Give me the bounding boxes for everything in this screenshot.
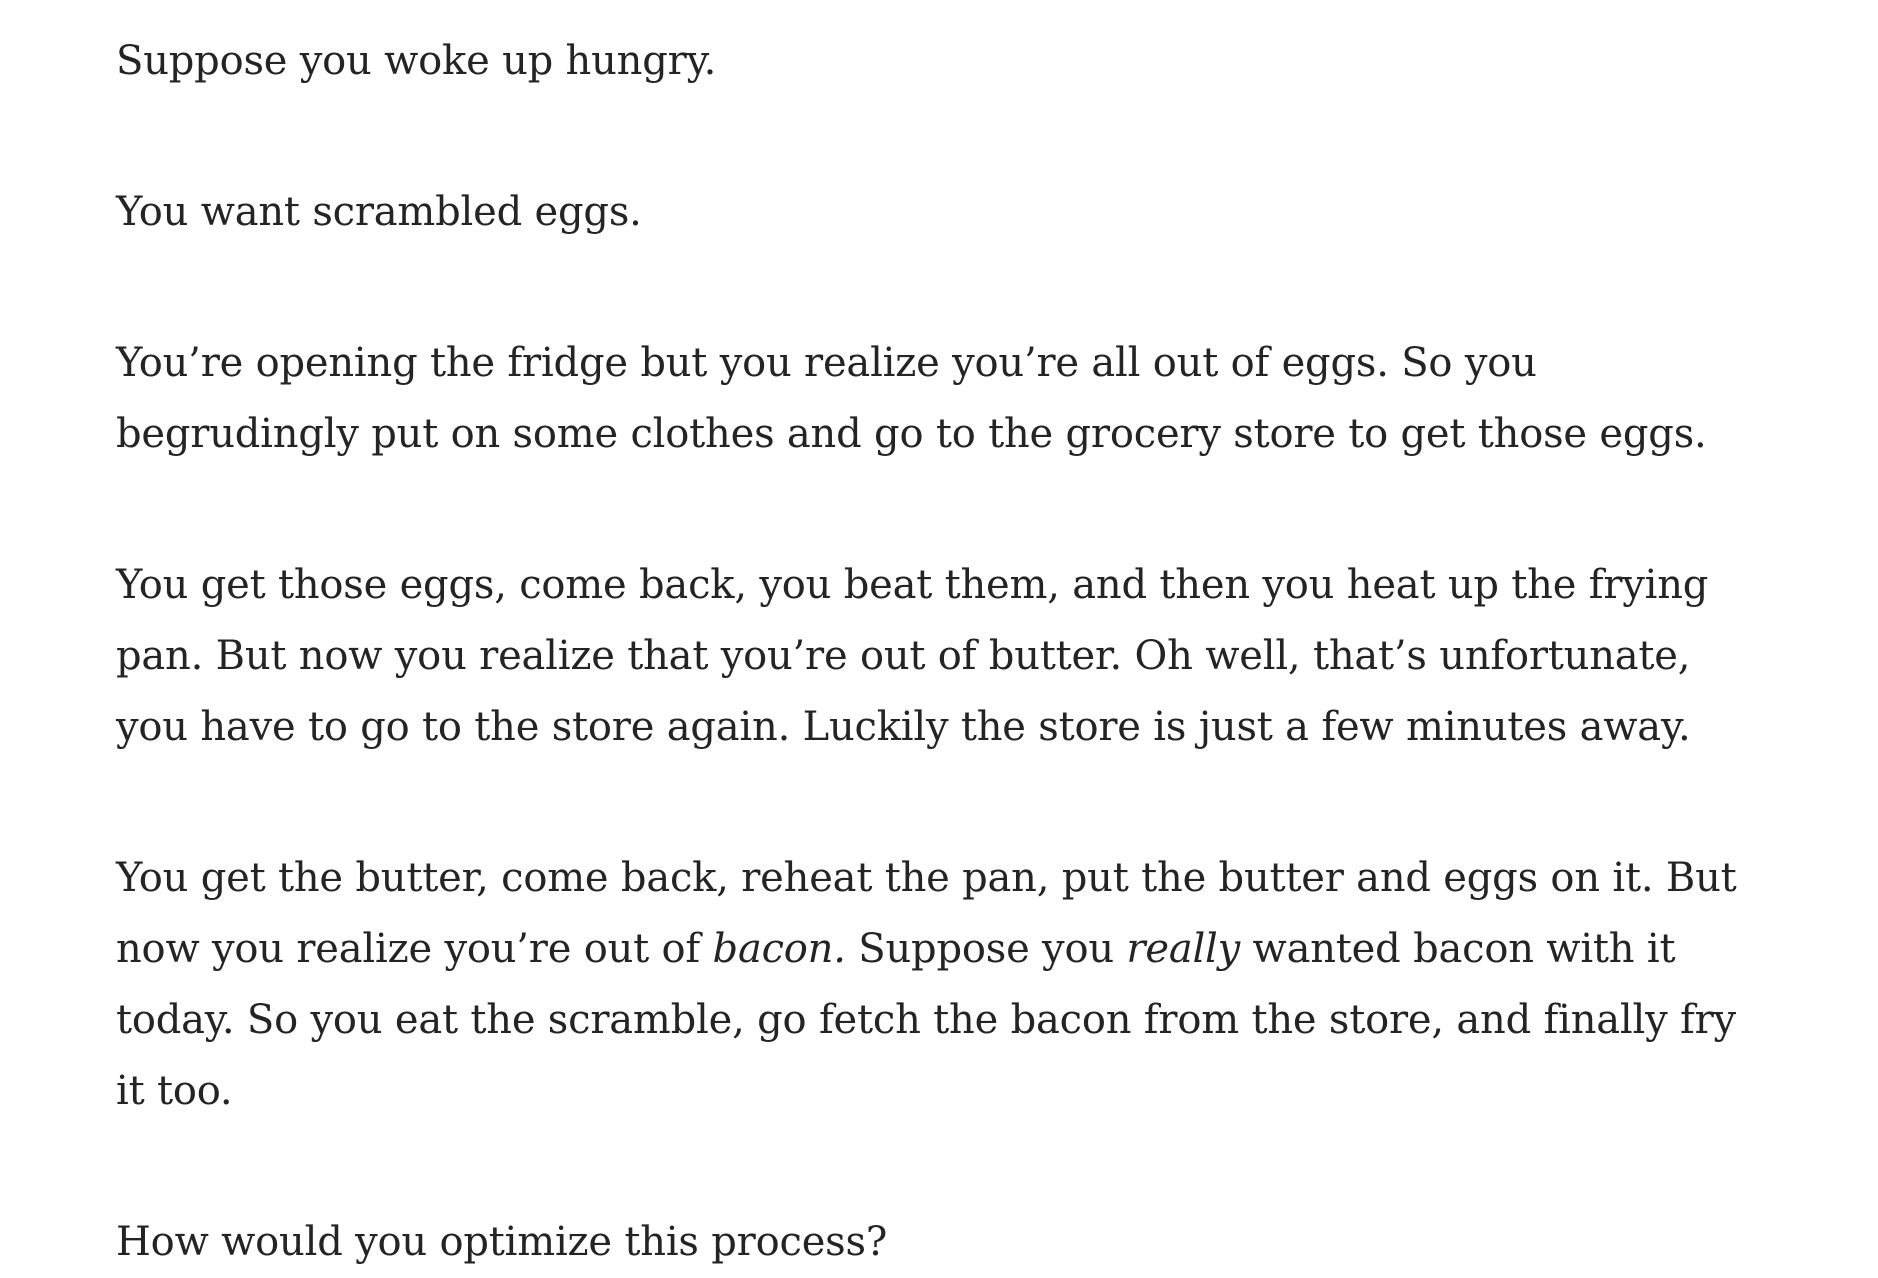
paragraph-text: You want scrambled eggs. xyxy=(116,189,642,235)
paragraph-out-of-eggs xyxy=(116,328,1756,470)
paragraph-out-of-bacon xyxy=(116,843,1756,1127)
emphasis-bacon: bacon. xyxy=(712,926,846,972)
article-body xyxy=(116,26,1756,1278)
emphasis-really: really xyxy=(1126,926,1241,972)
paragraph-text: You get the butter, come back, reheat the pan, put the butter and eggs on it. But now you realize you’re out of xyxy=(116,855,1737,972)
paragraph-woke-up-hungry xyxy=(116,26,1756,97)
paragraph-want-eggs xyxy=(116,177,1756,248)
paragraph-text: Suppose you xyxy=(845,926,1127,972)
paragraph-text: wanted bacon with it today. So you eat the scramble, go fetch the bacon from the store, and finally fry it too. xyxy=(116,926,1736,1114)
paragraph-text: You get those eggs, come back, you beat them, and then you heat up the frying pan. But now you realize that you’re out of butter. Oh well, that’s unfortunate, you have to go to the store again. Luckily the store is just a few minutes away. xyxy=(116,562,1709,750)
paragraph-text: You’re opening the fridge but you realize you’re all out of eggs. So you begrudingly put on some clothes and go to the grocery store to get those eggs. xyxy=(116,340,1707,457)
paragraph-text: Suppose you woke up hungry. xyxy=(116,38,717,84)
paragraph-out-of-butter xyxy=(116,550,1756,763)
paragraph-text: How would you optimize this process? xyxy=(116,1219,888,1265)
paragraph-optimize-question xyxy=(116,1207,1756,1278)
